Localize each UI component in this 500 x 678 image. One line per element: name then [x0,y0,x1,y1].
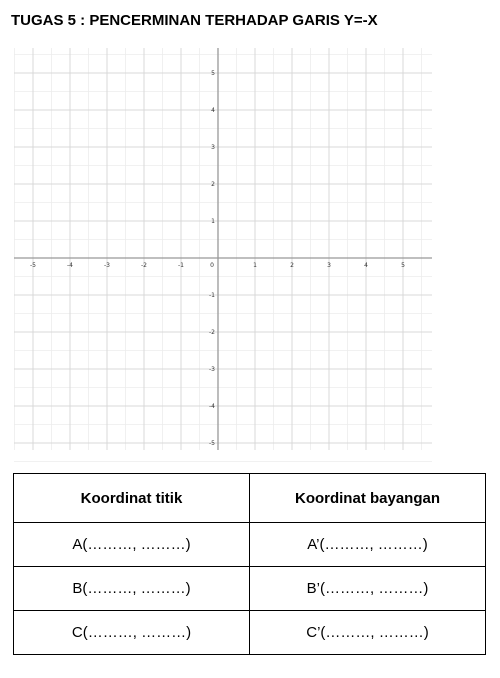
y-tick-label: -5 [209,440,215,447]
x-tick-label: 2 [290,262,294,269]
table-row [14,523,486,567]
point-b-cell: B(………, ………) [14,567,250,611]
table-row [14,611,486,655]
x-tick-label: 1 [253,262,257,269]
point-a-cell: A(………, ………) [14,523,250,567]
y-tick-label: -2 [209,329,215,336]
coordinate-plane [0,42,500,462]
y-tick-label: 4 [211,107,215,114]
x-tick-label: 4 [364,262,368,269]
header-original-point: Koordinat titik [14,474,250,523]
x-tick-label: -1 [178,262,184,269]
point-c-cell: C(………, ………) [14,611,250,655]
table-row [14,567,486,611]
y-tick-label: 5 [211,70,215,77]
table-header-row [14,474,486,523]
header-image-point: Koordinat bayangan [250,474,486,523]
coordinate-grid [0,42,500,462]
x-tick-label: 0 [210,262,214,269]
point-b-image-cell: B’(………, ………) [250,567,486,611]
coordinate-table [13,473,486,655]
x-tick-label: -5 [30,262,36,269]
y-tick-label: 3 [211,144,215,151]
x-tick-label: -2 [141,262,147,269]
point-c-image-cell: C’(………, ………) [250,611,486,655]
y-tick-label: -1 [209,292,215,299]
worksheet-title: TUGAS 5 : PENCERMINAN TERHADAP GARIS Y=-X [11,12,378,29]
y-tick-label: -3 [209,366,215,373]
x-tick-label: 3 [327,262,331,269]
x-tick-label: 5 [401,262,405,269]
x-tick-label: -3 [104,262,110,269]
x-tick-label: -4 [67,262,73,269]
point-a-image-cell: A’(………, ………) [250,523,486,567]
y-tick-label: 1 [211,218,215,225]
y-tick-label: -4 [209,403,215,410]
y-tick-label: 2 [211,181,215,188]
